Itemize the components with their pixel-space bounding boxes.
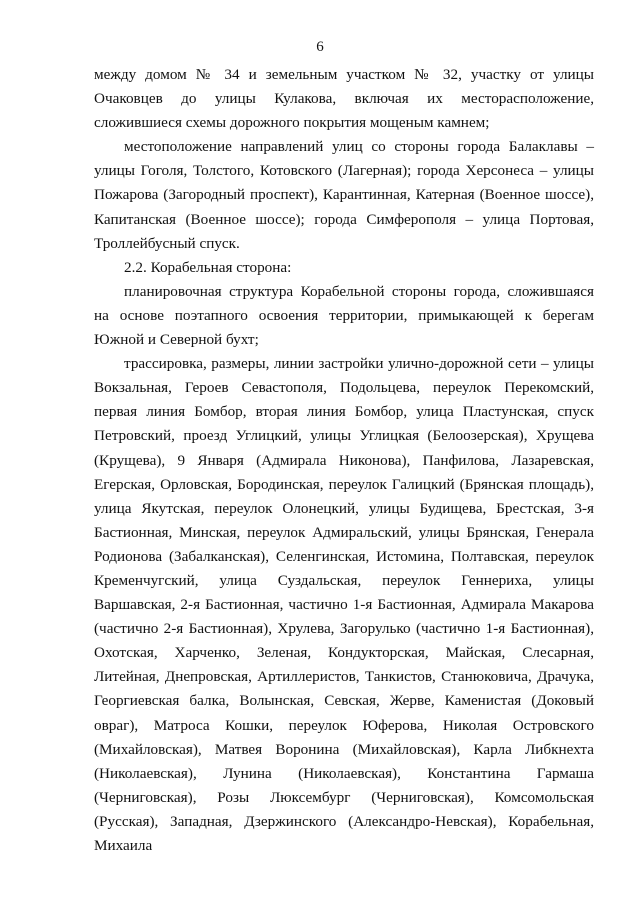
paragraph-3: планировочная структура Корабельной стороны города, сложившаяся на основе поэтапного освоения территории, примыкающей к берегам Южной и Северной бухт;: [94, 282, 594, 349]
paragraph-4: трассировка, размеры, линии застройки улично-дорожной сети – улицы Вокзальная, Героев Севастополя, Подольцева, переулок Перекомский, первая линия Бомбор, вторая линия Бомбор, улица Пластунская, спуск Петровский, проезд Углицкий, улицы Углицкая (Белоозерская), Хрущева (Крущева), 9 Января (Адмирала Никонова), Панфилова, Лазаревская, Егерская, Орловская, Бородинская, переулок Галицкий (Брянская площадь), улица Якутская, переулок Олонецкий, улицы Будищева, Брестская, 3-я Бастионная, Минская, переулок Адмиральский, улицы Брянская, Генерала Родионова (Забалканская), Селенгинская, Истомина, Полтавская, переулок Кременчугский, улица Суздальская, переулок Геннериха, улицы Варшавская, 2-я Бастионная, частично 1-я Бастионная, Адмирала Макарова (частично 2-я Бастионная), Хрулева, Загорулько (частично 1-я Бастионная), Охотская, Харченко, Зеленая, Кондукторская, Майская, Слесарная, Литейная, Днепровская, Артиллеристов, Танкистов, Станюковича, Драчука, Георгиевская балка, Волынская, Севская, Жерве, Каменистая (Доковый овраг), Матроса Кошки, переулок Юферова, Николая Островского (Михайловская), Матвея Воронина (Михайловская), Карла Либкнехта (Николаевская), Лунина (Николаевская), Константина Гармаша (Черниговская), Розы Люксембург (Черниговская), Комсомольская (Русская), Западная, Дзержинского (Александро-Невская), Корабельная, Михаила: [94, 355, 594, 854]
page-number: 6: [316, 39, 324, 55]
paragraph-2: местоположение направлений улиц со стороны города Балаклавы – улицы Гоголя, Толстого, Котовского (Лагерная); города Херсонеса – улицы Пожарова (Загородный проспект), Карантинная, Катерная (Военное шоссе), Капитанская (Военное шоссе); города Симферополя – улица Портовая, Троллейбусный спуск.: [94, 138, 594, 252]
section-heading-2-2: 2.2. Корабельная сторона:: [124, 258, 292, 276]
paragraph-1: между домом № 34 и земельным участком № 32, участку от улицы Очаковцев до улицы Кулакова, включая их месторасположение, сложившиеся схемы дорожного покрытия мощеным камнем;: [94, 66, 594, 132]
document-body: [94, 63, 594, 858]
